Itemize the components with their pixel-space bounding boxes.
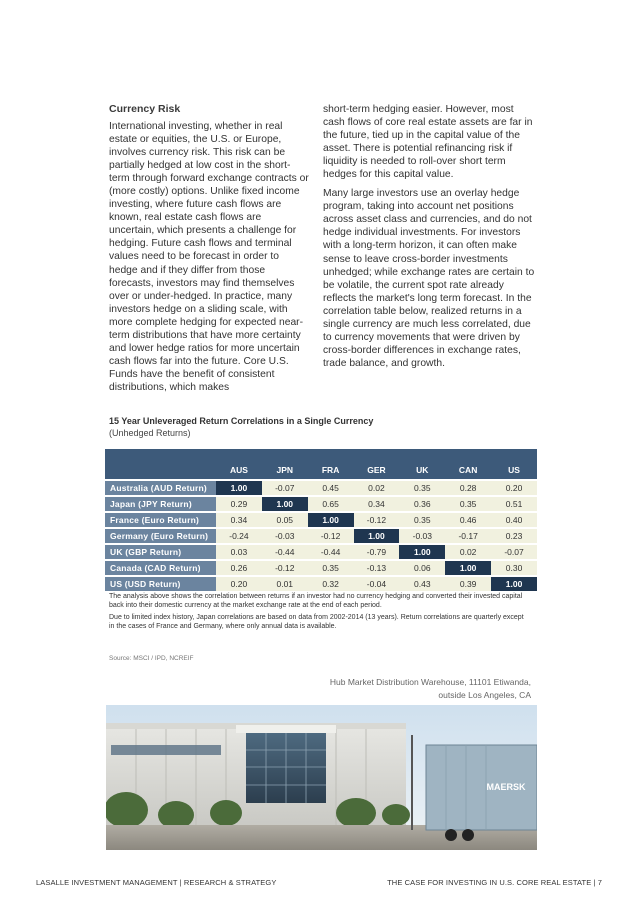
row-label: France (Euro Return) [105,513,216,527]
lamp-post [411,735,413,830]
table-subtitle: (Unhedged Returns) [109,428,191,438]
table-cell: -0.44 [308,545,354,559]
table-cell: 0.32 [308,577,354,591]
table-cell: 0.02 [445,545,491,559]
table-cell: -0.12 [262,561,308,575]
right-column [323,103,535,376]
table-row [105,561,537,575]
table-cell: 0.26 [216,561,262,575]
row-label: Australia (AUD Return) [105,481,216,495]
table-cell: 1.00 [216,481,262,495]
table-cell: -0.03 [399,529,445,543]
footer-right: THE CASE FOR INVESTING IN U.S. CORE REAL ESTATE | 7 [387,878,602,887]
column-header: JPN [262,449,308,479]
table-cell: 0.65 [308,497,354,511]
column-header: AUS [216,449,262,479]
table-cell: 0.35 [308,561,354,575]
column-header: CAN [445,449,491,479]
trailer-logo-text: MAERSK [486,782,526,792]
table-row [105,529,537,543]
correlation-table-wrapper [105,447,537,593]
table-cell: 1.00 [445,561,491,575]
table-cell: 0.46 [445,513,491,527]
table-title: 15 Year Unleveraged Return Correlations in a Single Currency [109,416,374,426]
trailer-wheel [445,829,457,841]
column-header: US [491,449,537,479]
table-cell: 0.20 [216,577,262,591]
left-column [109,120,309,400]
row-label: UK (GBP Return) [105,545,216,559]
table-notes [109,592,529,634]
table-cell: -0.24 [216,529,262,543]
table-cell: -0.07 [491,545,537,559]
table-cell: 0.35 [399,481,445,495]
caption-line: Hub Market Distribution Warehouse, 11101 Etiwanda, [329,677,531,687]
table-cell: 1.00 [308,513,354,527]
note: Due to limited index history, Japan correlations are based on data from 2002-2014 (13 years). Return correlations are quarterly except in the cases of France and Germany, where only annual data is available. [109,614,524,630]
table-cell: 0.43 [399,577,445,591]
table-cell: 0.05 [262,513,308,527]
table-source: Source: MSCI / IPD, NCREIF [109,655,194,662]
paragraph: short-term hedging easier. However, most cash flows of core real estate assets are far in the future, tied up in the capital value of the asset. There is potential refinancing risk if liquidity is needed to roll-over short term hedges for this capital value. [323,104,533,181]
footer-left: LASALLE INVESTMENT MANAGEMENT | RESEARCH & STRATEGY [36,878,277,887]
table-cell: -0.07 [262,481,308,495]
table-row [105,481,537,495]
note: The analysis above shows the correlation between returns if an investor had no currency hedging and converted their invested capital back into their domestic currency at the market exchange rate at the end of each period. [109,593,523,609]
row-label: Canada (CAD Return) [105,561,216,575]
correlation-table [105,447,537,593]
table-row [105,513,537,527]
column-header: UK [399,449,445,479]
table-cell: -0.17 [445,529,491,543]
table-cell: 0.28 [445,481,491,495]
canopy [236,725,336,733]
header-row [105,449,537,479]
column-header: GER [354,449,400,479]
table-cell: 0.03 [216,545,262,559]
table-cell: 0.02 [354,481,400,495]
table-cell: 0.35 [399,513,445,527]
table-cell: 0.20 [491,481,537,495]
table-cell: -0.03 [262,529,308,543]
table-row [105,577,537,591]
table-cell: 0.40 [491,513,537,527]
table-cell: -0.13 [354,561,400,575]
table-cell: 1.00 [399,545,445,559]
column-header: FRA [308,449,354,479]
table-cell: -0.04 [354,577,400,591]
table-cell: 0.30 [491,561,537,575]
table-row [105,497,537,511]
row-label: Germany (Euro Return) [105,529,216,543]
trailer-wheel [462,829,474,841]
photo-caption [311,676,531,702]
table-cell: -0.79 [354,545,400,559]
table-row [105,545,537,559]
table-cell: 0.51 [491,497,537,511]
table-cell: 0.35 [445,497,491,511]
clerestory-windows [111,745,221,755]
section-title: Currency Risk [109,103,181,115]
table-cell: 1.00 [262,497,308,511]
table-cell: 0.36 [399,497,445,511]
table-cell: 0.39 [445,577,491,591]
table-cell: 1.00 [491,577,537,591]
table-cell: -0.44 [262,545,308,559]
table-cell: -0.12 [308,529,354,543]
warehouse-illustration [106,705,537,850]
caption-line: outside Los Angeles, CA [438,690,531,700]
table-cell: 0.01 [262,577,308,591]
table-cell: 0.45 [308,481,354,495]
table-cell: 0.23 [491,529,537,543]
table-cell: -0.12 [354,513,400,527]
paragraph: International investing, whether in real estate or equities, the U.S. or Europe, involves currency risk. This risk can be partially hedged at low cost in the short-term through forward exchange contracts or (more costly) options. Unlike fixed income investing, where future cash flows are known, real estate cash flows are uncertain, which presents a challenge for hedging. Future cash flows and terminal values need to be forecast in order to hedge and if they differ from those forecasts, investors may find themselves over or under-hedged. In practice, many investors hedge on a sliding scale, with more complete hedging for expected near-term distributions that have more certainty and lower hedge ratios for more uncertain cash flows far into the future. Core U.S. Funds have the benefit of consistent distributions, which makes [109,121,309,393]
table-cell: 0.29 [216,497,262,511]
warehouse-photo [106,705,537,850]
table-cell: 0.34 [354,497,400,511]
row-label: Japan (JPY Return) [105,497,216,511]
table-cell: 1.00 [354,529,400,543]
table-cell: 0.34 [216,513,262,527]
table-cell: 0.06 [399,561,445,575]
header-blank [105,449,216,479]
paragraph: Many large investors use an overlay hedge program, taking into account net positions across asset class and currencies, and do not hedge individual investments. For investors with a long-term horizon, it can often make sense to leave cross-border investments unhedged; while exchange rates are certain to be volatile, the current spot rate already reflects the market's long term forecast. In the correlation table below, realized returns in a single currency are much less correlated, due to currency movements that were driven by cross-border differences in exchange rates, trade balance, and growth. [323,188,535,369]
row-label: US (USD Return) [105,577,216,591]
